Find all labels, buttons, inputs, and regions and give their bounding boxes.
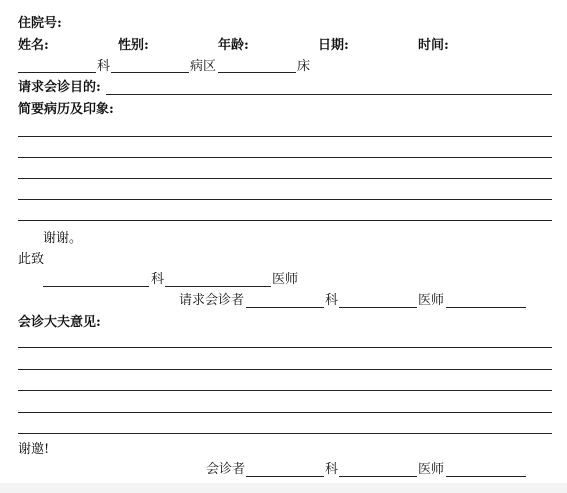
consultant-opinion-label: 会诊大夫意见: bbox=[18, 315, 101, 330]
age-label: 年龄: bbox=[218, 38, 249, 53]
opinion-line[interactable] bbox=[18, 347, 552, 348]
requester-label: 请求会诊者 bbox=[179, 293, 245, 308]
brief-history-label: 简要病历及印象: bbox=[18, 102, 114, 117]
opinion-line[interactable] bbox=[18, 369, 552, 370]
addressee-physician-suffix: 医师 bbox=[272, 272, 299, 287]
salutation-text: 此致 bbox=[18, 252, 45, 267]
bed-blank[interactable] bbox=[218, 72, 296, 73]
history-line[interactable] bbox=[18, 220, 552, 221]
requester-department-blank[interactable] bbox=[339, 307, 417, 308]
history-line[interactable] bbox=[18, 136, 552, 137]
ward-blank[interactable] bbox=[111, 72, 189, 73]
consultant-department-blank[interactable] bbox=[339, 476, 417, 477]
consultant-label: 会诊者 bbox=[206, 462, 246, 477]
department-suffix: 科 bbox=[97, 59, 111, 74]
consultation-purpose-blank[interactable] bbox=[106, 94, 552, 95]
history-line[interactable] bbox=[18, 178, 552, 179]
date-label: 日期: bbox=[318, 38, 349, 53]
consultant-department-suffix: 科 bbox=[325, 462, 339, 477]
opinion-line[interactable] bbox=[18, 390, 552, 391]
history-line[interactable] bbox=[18, 199, 552, 200]
gender-label: 性别: bbox=[118, 38, 149, 53]
requester-department-suffix: 科 bbox=[325, 293, 339, 308]
closing-text: 谢邀! bbox=[18, 442, 50, 457]
opinion-line[interactable] bbox=[18, 412, 552, 413]
department-blank[interactable] bbox=[18, 72, 96, 73]
consultant-physician-suffix: 医师 bbox=[418, 462, 445, 477]
requester-physician-blank[interactable] bbox=[446, 307, 526, 308]
consultant-name-blank[interactable] bbox=[246, 476, 324, 477]
opinion-line[interactable] bbox=[18, 433, 552, 434]
addressee-physician-blank[interactable] bbox=[165, 286, 271, 287]
consultation-purpose-label: 请求会诊目的: bbox=[18, 80, 101, 95]
time-label: 时间: bbox=[418, 38, 449, 53]
thanks-text: 谢谢。 bbox=[43, 231, 83, 246]
addressee-department-blank[interactable] bbox=[43, 286, 149, 287]
ward-suffix: 病区 bbox=[190, 59, 217, 74]
requester-physician-suffix: 医师 bbox=[418, 293, 445, 308]
addressee-department-suffix: 科 bbox=[151, 272, 165, 287]
requester-name-blank[interactable] bbox=[246, 307, 324, 308]
consultant-physician-blank[interactable] bbox=[446, 476, 526, 477]
patient-name-label: 姓名: bbox=[18, 38, 49, 53]
bed-suffix: 床 bbox=[297, 59, 311, 74]
history-line[interactable] bbox=[18, 157, 552, 158]
admission-number-label: 住院号: bbox=[18, 16, 62, 31]
page-bottom-strip bbox=[0, 483, 567, 493]
